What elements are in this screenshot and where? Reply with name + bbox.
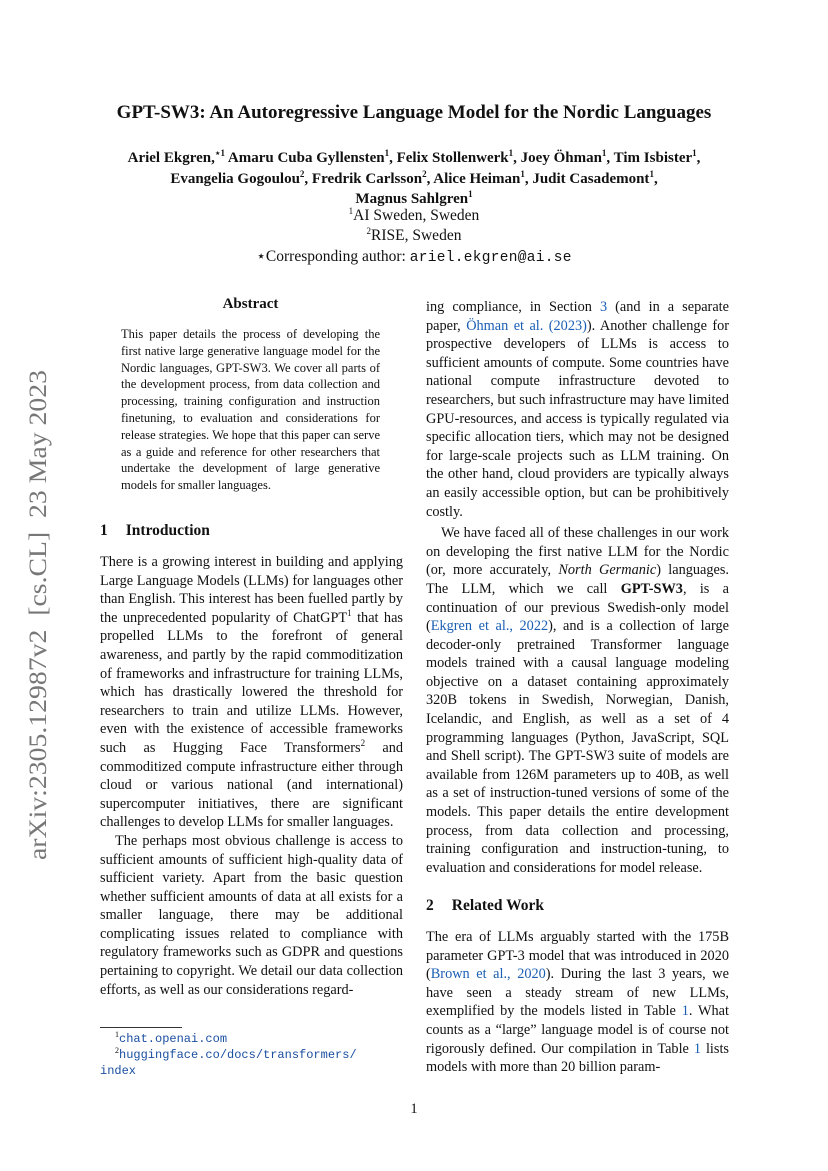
footnote-2-marker: 2 (115, 1046, 119, 1055)
author-affiliation-marker: 2 (299, 169, 305, 179)
footnote-2-link-part-2[interactable]: index (100, 1064, 137, 1078)
page-number: 1 (410, 1101, 418, 1117)
author-affiliation-marker: 1 (508, 148, 514, 158)
footnote-1-marker: 1 (115, 1030, 119, 1039)
author-name: Evangelia Gogoulou (170, 171, 300, 187)
author-affiliation-marker: 1 (649, 169, 654, 179)
intro-paragraph-2-continued (426, 298, 729, 521)
affiliation-1-marker: 1 (348, 205, 354, 216)
text-run: and commoditized compute infrastructure either through cloud or various national (and international) supercomputer initiatives, there are significant challenges to develop LLMs for smaller languages. (100, 739, 403, 831)
citation-link[interactable]: Öhman et al. (2023) (466, 317, 587, 334)
abstract-body: This paper details the process of developing the first native large generative language model for the Nordic languages, GPT-SW3. We cover all parts of the development process, from data collection and processing, training configuration and instruction finetuning, to evaluation and considerations for release strategies. We hope that this paper can serve as a guide and reference for other researchers that undertake the development of large generative models for smaller languages. (121, 327, 380, 493)
left-column-body (100, 553, 403, 999)
author-affiliation-marker: 1 (384, 148, 390, 158)
author-affiliation-marker: 1 (692, 148, 697, 158)
author-name: , (653, 171, 658, 187)
author-name: , Fredrik Carlsson (304, 171, 423, 187)
author-name: , Tim Isbister (606, 150, 693, 166)
citation-link[interactable]: 1 (693, 1040, 701, 1057)
footnote-2 (100, 1047, 403, 1063)
text-run: ). Another challenge for prospective developers of LLMs is access to sufficient amounts of compute. Some countries have national compute infrastructure devoted to researchers, but such infrastructure may have limited GPU-resources, and access is typically regulated via specific allocation tiers, which may not be designed for large-scale projects such as LLM training. On the other hand, cloud providers are typically always an easily accessible option, but can be prohibitively costly. (426, 317, 730, 520)
author-name: , Joey Öhman (513, 150, 602, 166)
citation-link[interactable]: Brown et al., 2020 (430, 966, 546, 983)
intro-paragraph-3 (426, 524, 729, 877)
text-run: ). During the last 3 years, we have seen a steady stream of new LLMs, exemplified by the models listed in Table (426, 966, 729, 1020)
corresponding-author-email[interactable]: ariel.ekgren@ai.se (409, 250, 572, 266)
affiliation-1 (0, 207, 828, 225)
text-run: ing compliance, in Section (426, 299, 600, 315)
author-name: Ariel Ekgren, (127, 150, 215, 166)
footnote-2-continued (100, 1063, 403, 1079)
author-name: , (696, 150, 701, 166)
author-line-1 (0, 148, 828, 169)
section-2-number: 2 (426, 897, 434, 914)
author-affiliation-marker: ⋆1 (214, 148, 225, 158)
text-run: that has propelled LLMs to the forefront of general awareness, and partly by the rapid commoditization of frameworks and infrastructure for training LLMs, which has drastically lowered the threshold for researchers to train and utilize LLMs. However, even with the existence of accessible frameworks such as Hugging Face Transformers (100, 609, 403, 756)
arxiv-side-stamp (0, 360, 62, 870)
text-run: ) languages. The LLM, which we call (426, 562, 730, 597)
affiliation-2 (0, 227, 828, 245)
section-2-heading (426, 897, 544, 915)
paper-title: GPT-SW3: An Autoregressive Language Model for the Nordic Languages (116, 102, 712, 123)
citation-link[interactable]: 1 (681, 1003, 689, 1020)
author-name: Amaru Cuba Gyllensten (224, 150, 385, 166)
affiliation-1-text: AI Sweden, Sweden (353, 207, 480, 224)
text-run: lists models with more than 20 billion param- (426, 1040, 729, 1076)
arxiv-stamp-text: arXiv:2305.12987v2 [cs.CL] 23 May 2023 (25, 418, 52, 860)
corresponding-author (0, 247, 828, 266)
author-affiliation-marker: 1 (520, 169, 525, 179)
abstract-heading: Abstract (222, 296, 279, 312)
intro-paragraph-2: The perhaps most obvious challenge is access to sufficient amounts of sufficient high-quality data of sufficient variety. Apart from the basic question whether sufficient amounts of data at all exists for a smaller language, there may be additional complicating issues related to compliance with regulatory frameworks such as GDPR and questions pertaining to copyright. We detail our data collection efforts, as well as our considerations regard- (100, 832, 403, 998)
footnote-2-link-part-1[interactable]: huggingface.co/docs/transformers/ (119, 1048, 357, 1062)
text-run: , is a continuation of our previous Swedish-only model ( (426, 580, 729, 635)
right-column-body (426, 298, 729, 877)
footnote-marker[interactable]: 1 (347, 608, 352, 619)
section-1-number: 1 (100, 522, 108, 539)
bold-text: GPT-SW3 (620, 580, 683, 597)
text-run: The era of LLMs arguably started with the 175B parameter GPT-3 model that was introduced in 2020 ( (426, 929, 729, 983)
footnotes (100, 1031, 403, 1079)
footnote-1 (100, 1031, 403, 1047)
author-affiliation-marker: 1 (601, 148, 607, 158)
author-affiliation-marker: 2 (422, 169, 427, 179)
emphasized-text: North Germanic (558, 562, 657, 579)
author-name: , Felix Stollenwerk (389, 150, 509, 166)
footnote-marker[interactable]: 2 (360, 738, 366, 749)
section-1-title: Introduction (125, 522, 210, 539)
author-affiliation-marker: 1 (468, 189, 473, 199)
author-line-2 (0, 169, 828, 190)
author-name: Magnus Sahlgren (355, 191, 469, 207)
footnote-rule (100, 1027, 182, 1028)
text-run: We have faced all of these challenges in our work on developing the first native LLM for the Nordic (or, more accurately, (426, 525, 729, 579)
related-work-body (426, 928, 729, 1077)
arxiv-stamp-svg (0, 360, 62, 870)
footnote-1-link[interactable]: chat.openai.com (119, 1032, 228, 1046)
text-run: There is a growing interest in building and applying Large Language Models (LLMs) for languages other than English. This interest has been fuelled partly by the unprecedented popularity of ChatGPT (100, 554, 403, 626)
section-2-title: Related Work (451, 897, 545, 914)
citation-link[interactable]: 3 (599, 299, 608, 315)
citation-link[interactable]: Ekgren et al., 2022 (430, 618, 549, 635)
text-run: (and in a separate paper, (426, 299, 729, 334)
section-1-heading (100, 522, 210, 540)
related-work-paragraph-1 (426, 928, 729, 1077)
text-run: . What counts as a “large” language model is of course not rigorously defined. Our compilation in Table (426, 1003, 729, 1057)
affiliation-2-marker: 2 (366, 225, 372, 236)
text-run: ), and is a collection of large decoder-only pretrained Transformer language models trained with a causal language modeling objective on a dataset containing approximately 320B tokens in Swedish, Norwegian, Danish, Icelandic, and English, as well as a set of 4 programming languages (Python, JavaScript, SQL and Shell script). The GPT-SW3 suite of models are available from 126M parameters up to 40B, as well as a set of instruction-tuned versions of some of the models. This paper details the entire development process, from data collection and processing, training configuration and instruction-tuning, to evaluation and considerations for model release. (426, 618, 729, 876)
author-name: , Judit Casademont (524, 171, 650, 187)
intro-paragraph-1 (100, 553, 403, 832)
author-name: , Alice Heiman (426, 171, 521, 187)
corresponding-author-label: ⋆Corresponding author: (256, 248, 410, 265)
affiliation-2-text: RISE, Sweden (371, 227, 462, 244)
